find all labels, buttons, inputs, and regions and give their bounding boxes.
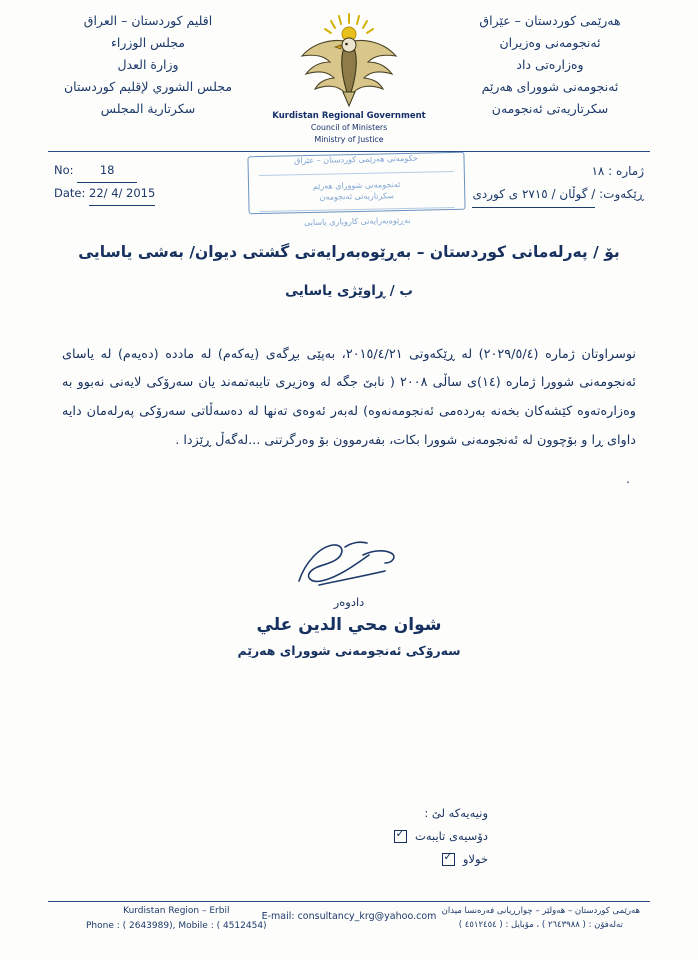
meta-number-value: 18 — [77, 160, 137, 183]
cc-title: ونيەيەكە لێ : — [424, 806, 488, 820]
cc-list-item — [394, 829, 488, 843]
krg-emblem — [249, 10, 449, 145]
meta-number-value-ku: ١٨ — [591, 163, 605, 178]
cc-list — [394, 806, 488, 875]
stamp-divider-1 — [259, 171, 454, 176]
cc-item-label: دۆسیەی تایبەت — [415, 829, 488, 843]
header-ar-line-2: مجلس الوزراء — [111, 34, 185, 50]
stamp-divider-2 — [260, 207, 455, 212]
meta-date-label: Date: — [54, 185, 86, 200]
header-ku-line-4: ئەنجومەنی شوورای هەرێم — [481, 78, 619, 94]
checkbox-checked-icon — [394, 830, 407, 843]
header-ar-line-3: وزارة العدل — [117, 56, 179, 72]
body-paragraph-1: نوسراوتان ژماره (٢٠٢٩/٥/٤) له ڕێکەوتی ٢٠١٥/٤/٢١، بەپێی بڕگەی (یەکەم) له مادده (دەیەم) له یاسای ئەنجومەنی شوورا ژماره (١٤)ی ساڵی ٢٠٠٨ ( نابێ جگه له وەزیری تایبەتمەند یان سەرۆکی لایەنی نەبوو به وەزارەتەوە کێشەکان بخەنە بەردەمی ئەنجومەنەوە) لەبەر ئەوەی تەنها له دەسەڵاتی سەرۆکی پەرلەمان دایه داوای ڕا و بۆچوون له ئەنجومەنی شوورا بکات، بفەرموون بۆ وەرگرتنی ...لەگەڵ ڕێزدا . — [62, 346, 636, 449]
emblem-caption — [249, 110, 449, 145]
meta-date-label-ku: ڕێکەوت: — [599, 187, 644, 202]
meta-latin — [54, 160, 155, 206]
handwritten-signature-icon — [259, 537, 439, 595]
header-ku-line-3: وەزارەتی داد — [516, 56, 584, 72]
addressee-block — [48, 240, 650, 299]
header-ar-line-4: مجلس الشوري لإقليم كوردستان — [63, 78, 233, 94]
meta-number-row-ku — [472, 160, 644, 183]
footer-address-line-ku: هەرێمی کوردستان – هەولێر – چوارڕیانی فەرەنسا میدان — [441, 906, 640, 916]
header-ku-line-2: ئەنجومەنی وەزیران — [499, 34, 601, 50]
document-footer — [48, 902, 650, 942]
document-body — [62, 341, 636, 493]
header-ku-line-5: سکرتاریەتی ئەنجومەن — [491, 100, 609, 116]
header-ar-line-1: اقليم كوردستان – العراق — [83, 13, 213, 28]
header-ku-line-1: هەرێمی کوردستان – عێراق — [479, 13, 621, 28]
footer-address-kurdish — [442, 904, 640, 933]
meta-number-row — [54, 160, 155, 183]
signature-block — [0, 537, 698, 658]
meta-number-label-ku: ژماره : — [608, 163, 644, 178]
meta-date-row-ku — [472, 183, 644, 207]
stamp-line-3: سکرتاریەتی ئەنجومەن — [319, 190, 395, 202]
emblem-title: Kurdistan Regional Government — [272, 111, 426, 121]
document-meta — [48, 153, 650, 228]
stamp-line-4: بەڕێوەبەرایەتی کاروباری یاسایی — [303, 216, 411, 228]
footer-region-line: Kurdistan Region – Erbil — [123, 906, 230, 916]
addressee-line-2: ب / ڕاوێژی یاسایی — [285, 282, 413, 299]
meta-number-label: No: — [54, 162, 74, 177]
stamp-line-2: ئەنجومەنی شوورای هەرێم — [312, 179, 401, 191]
document-header — [0, 0, 698, 145]
header-ar-line-5: سكرتارية المجلس — [100, 100, 196, 116]
signature-role: سەرۆکی ئەنجومەنی شوورای هەرێم — [237, 642, 461, 658]
official-stamp — [247, 152, 465, 228]
eagle-emblem-icon — [294, 12, 404, 108]
stamp-line-1: حکومەتی هەرێمی کوردستان – عێراق — [293, 153, 419, 166]
signature-name: شوان محي الدين علي — [256, 614, 442, 635]
header-kurdish-block — [450, 10, 650, 119]
cc-item-label: خولاو — [462, 852, 488, 866]
header-divider — [48, 151, 650, 152]
checkbox-checked-icon — [442, 853, 455, 866]
meta-kurdish — [472, 160, 644, 208]
footer-phone-line: Phone : ( 2643989), Mobile : ( 4512454) — [86, 921, 267, 932]
emblem-sub-2: Ministry of Justice — [314, 134, 384, 144]
signature-role-small: دادوەر — [333, 594, 365, 609]
meta-date-value-ku: / گوڵان / ٢٧١٥ ی کوردی — [472, 183, 595, 207]
header-arabic-block — [48, 10, 248, 119]
emblem-sub-1: Council of Ministers — [310, 123, 388, 133]
footer-email: E-mail: consultancy_krg@yahoo.com — [261, 911, 437, 922]
body-trailing-dot: . — [626, 471, 630, 486]
addressee-line-1: بۆ / پەرلەمانی کوردستان – بەڕێوەبەرایەتی گشتی دیوان/ بەشی یاسایی — [78, 242, 620, 261]
cc-list-item — [394, 852, 488, 866]
meta-date-row — [54, 183, 155, 206]
footer-phone-line-ku: تەلەفۆن : ( ٢٦٤٣٩٨٨ ) ، مۆبایل : ( ٤٥١٢٤٥٤ ) — [458, 920, 623, 931]
meta-date-value: 22/ 4/ 2015 — [89, 183, 155, 206]
